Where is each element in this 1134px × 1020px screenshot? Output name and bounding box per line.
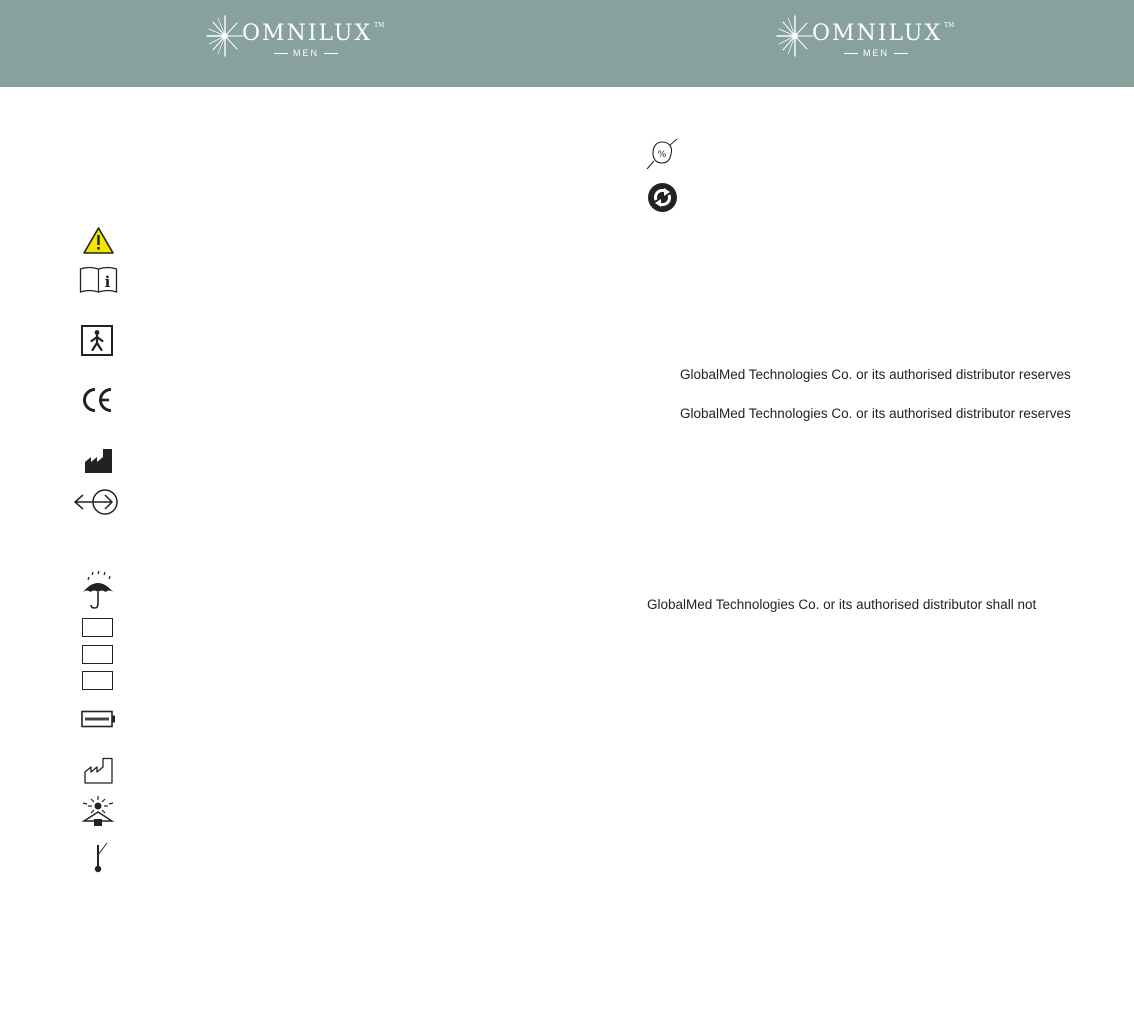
consult-instructions-icon [79,266,118,294]
omnilux-men-logo [775,14,955,64]
type-bf-applied-part-icon [81,325,113,356]
blank-box-icon [82,618,113,637]
green-dot-recycling-icon [647,182,678,213]
battery-icon [81,710,116,728]
distributor-rights-text: GlobalMed Technologies Co. or its authorised distributor reserves [680,367,1071,382]
distributor-liability-text: GlobalMed Technologies Co. or its authorised distributor shall not [647,597,1037,612]
omnilux-men-logo [205,14,385,64]
keep-dry-icon [80,570,116,610]
svg-text:i: i [104,273,111,291]
manufacturer-icon [84,448,113,474]
brand-subtitle: MEN [269,48,343,58]
humidity-limit-icon [645,138,679,171]
header-band [0,0,1134,87]
blank-box-icon [82,671,113,690]
brand-wordmark: OMNILUX ™ [242,21,385,46]
keep-away-from-sunlight-icon [80,795,116,827]
starburst-icon [775,14,815,58]
input-power-icon [73,488,121,516]
brand-wordmark: OMNILUX ™ [812,21,955,46]
date-of-manufacture-icon [84,757,114,784]
blank-box-icon [82,645,113,664]
brand-subtitle: MEN [839,48,913,58]
temperature-limit-icon [88,842,110,874]
warning-icon [82,226,115,255]
distributor-rights-text: GlobalMed Technologies Co. or its authorised distributor reserves [680,406,1071,421]
starburst-icon [205,14,245,58]
ce-mark-icon [82,387,114,413]
svg-text:%: % [657,150,667,160]
